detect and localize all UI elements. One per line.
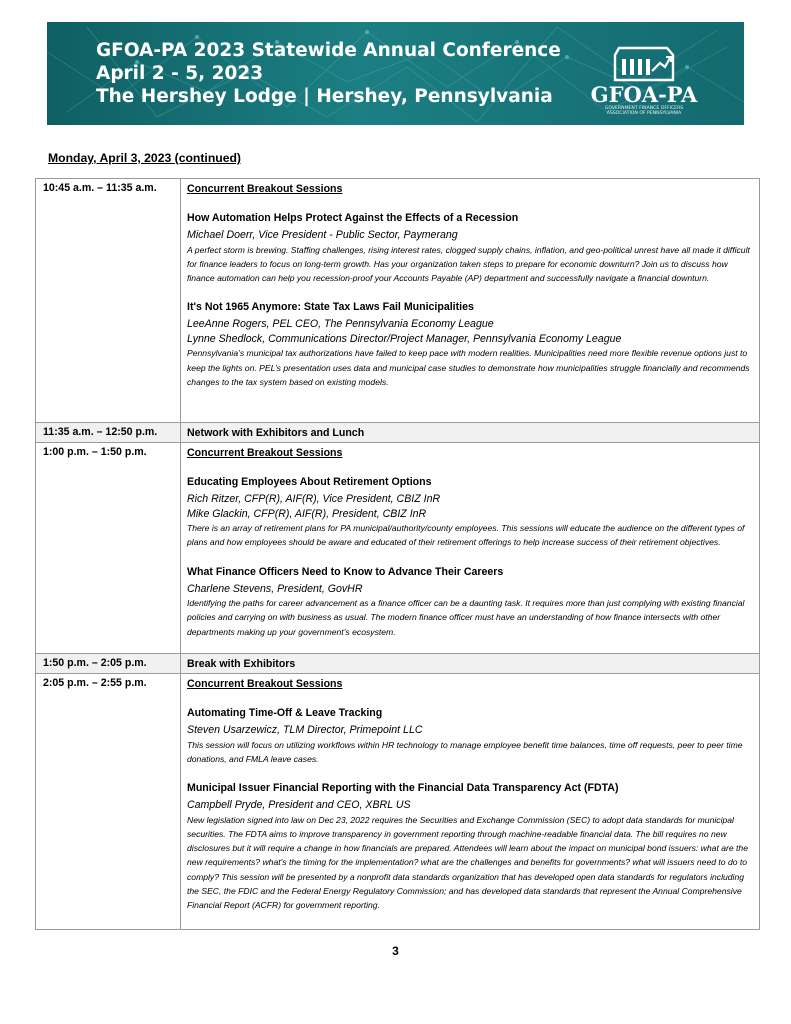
talk-description: Identifying the paths for career advancement as a finance officer can be a daunting task. It requires more than just complying with existing financial policies and carrying on with business as usual. The modern finance officer must have an understanding of how finance intersects with other departments making up your government’s ecosystem. xyxy=(187,598,745,637)
talk xyxy=(187,565,753,639)
banner-title xyxy=(96,39,561,108)
talk-speaker: Campbell Pryde, President and CEO, XBRL US xyxy=(187,799,411,812)
logo-subtitle-line: ASSOCIATION OF PENNSYLVANIA xyxy=(606,111,682,117)
schedule-row xyxy=(36,443,760,654)
talk-speaker: Lynne Shedlock, Communications Director/Project Manager, Pennsylvania Economy League xyxy=(187,332,622,345)
talk-speaker: Michael Doerr, Vice President - Public Sector, Paymerang xyxy=(187,229,458,241)
schedule-row xyxy=(36,674,760,930)
session-title: Concurrent Breakout Sessions xyxy=(187,447,343,459)
talk-title: Municipal Issuer Financial Reporting with the Financial Data Transparency Act (FDTA) xyxy=(187,782,619,795)
talk-speaker: Rich Ritzer, CFP(R), AIF(R), Vice President, CBIZ InR xyxy=(187,493,441,505)
schedule-row xyxy=(36,423,760,443)
talk xyxy=(187,781,753,913)
talk xyxy=(187,475,753,550)
talk-description: New legislation signed into law on Dec 23, 2022 requires the Securities and Exchange Commission (SEC) to adopt data standards for municipal securities. The FDTA aims to improve transparency in government reporting through machine-readable financial data. The bill requires no new disclosures but it will require a change in how financials are prepared. Attendees will learn about the impact on municipal bond issuers: what are the new requirements? what's the timing for the implementation? what are the challenges and benefits for governments? what will issuers need to do to comply? This session will be presented by a nonprofit data standards organization that has developed open data standards for regulators including the SEC, the FDIC and the Federal Energy Regulatory Commission; and has developed data standards that represent the Annual Comprehensive Financial Report (ACFR) for government reporting. xyxy=(187,814,748,911)
logo-name: GFOA-PA xyxy=(590,82,698,107)
session-time: 2:05 p.m. – 2:55 p.m. xyxy=(36,674,181,930)
talk-title: Automating Time-Off & Leave Tracking xyxy=(187,707,383,719)
talk-title: How Automation Helps Protect Against the Effects of a Recession xyxy=(187,212,519,224)
session-details xyxy=(181,443,760,654)
schedule-row xyxy=(36,179,760,423)
session-time: 10:45 a.m. – 11:35 a.m. xyxy=(36,179,181,423)
talk-description: There is an array of retirement plans for PA municipal/authority/county employees. This sessions will educate the audience on the different types of plans and how employees should be aware and educated of their retirement offerings to help increase success of their retirement objectives. xyxy=(187,523,745,548)
session-title: Concurrent Breakout Sessions xyxy=(187,183,343,195)
day-heading: Monday, April 3, 2023 (continued) xyxy=(48,151,241,165)
banner-venue: The Hershey Lodge | Hershey, Pennsylvania xyxy=(96,86,553,107)
session-time: 11:35 a.m. – 12:50 p.m. xyxy=(36,423,181,443)
talk-title: It's Not 1965 Anymore: State Tax Laws Fail Municipalities xyxy=(187,301,474,314)
talk-description: This session will focus on utilizing workflows within HR technology to manage employee benefit time balances, time off requests, peer to peer time donations, and FMLA leave cases. xyxy=(187,739,743,764)
talk-title: What Finance Officers Need to Know to Advance Their Careers xyxy=(187,565,504,578)
logo-subtitle xyxy=(589,106,699,117)
talk-speaker: Charlene Stevens, President, GovHR xyxy=(187,582,363,595)
session-details xyxy=(181,654,760,674)
talk xyxy=(187,300,753,389)
session-details xyxy=(181,674,760,930)
banner-dates: April 2 - 5, 2023 xyxy=(96,63,264,84)
keystone-icon xyxy=(589,40,699,84)
talk-title: Educating Employees About Retirement Options xyxy=(187,476,432,488)
session-title: Break with Exhibitors xyxy=(187,658,296,670)
talk xyxy=(187,211,753,285)
session-time: 1:00 p.m. – 1:50 p.m. xyxy=(36,443,181,654)
talk-speaker: Steven Usarzewicz, TLM Director, Primepoint LLC xyxy=(187,724,423,736)
talk-description: Pennsylvania’s municipal tax authorizations have failed to keep pace with modern realities. Municipalities need more flexible revenue options just to keep the lights on. PEL’s presentation uses data and municipal case studies to demonstrate how municipalities struggle financially and recommends changes to the tax system based on existing models. xyxy=(187,348,750,387)
schedule-table xyxy=(35,178,760,930)
talk-description: A perfect storm is brewing. Staffing challenges, rising interest rates, clogged supply chains, inflation, and geo-political unrest have all made it difficult for finance leaders to focus on long-term growth. Has your organization taken steps to prepare for economic downturn? Join us to discuss how finance automation can help you recession-proof your Accounts Payable (AP) department and successfully navigate a financial downturn. xyxy=(187,244,750,284)
talk-speaker: Mike Glackin, CFP(R), AIF(R), President, CBIZ InR xyxy=(187,507,427,520)
session-title: Network with Exhibitors and Lunch xyxy=(187,427,365,439)
session-title: Concurrent Breakout Sessions xyxy=(187,678,343,690)
page-number: 3 xyxy=(392,944,399,958)
talk xyxy=(187,706,753,766)
banner-title-line: GFOA-PA 2023 Statewide Annual Conference xyxy=(96,40,561,61)
session-details xyxy=(181,179,760,423)
session-time: 1:50 p.m. – 2:05 p.m. xyxy=(36,654,181,674)
conference-banner xyxy=(47,22,744,125)
session-details xyxy=(181,423,760,443)
logo-subtitle-line: GOVERNMENT FINANCE OFFICERS xyxy=(604,106,684,111)
talk-speaker: LeeAnne Rogers, PEL CEO, The Pennsylvania Economy League xyxy=(187,318,494,331)
gfoa-pa-logo xyxy=(589,40,699,120)
schedule-row xyxy=(36,654,760,674)
